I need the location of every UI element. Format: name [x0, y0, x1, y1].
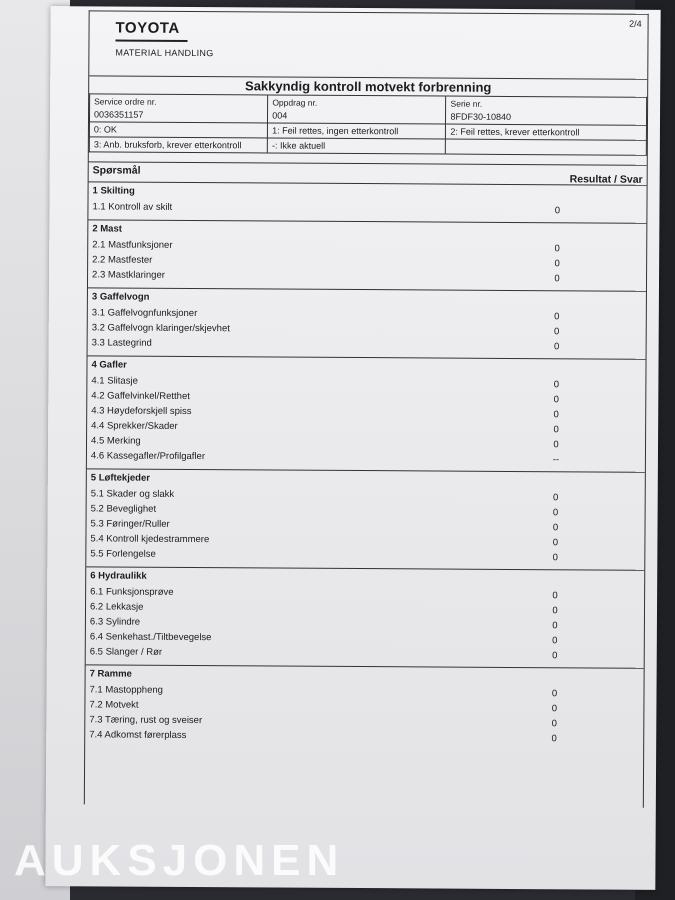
item-label: 3.1 Gaffelvognfunksjoner — [91, 307, 198, 320]
item-label: 5.3 Føringer/Ruller — [90, 518, 170, 530]
item-result: 0 — [554, 205, 561, 217]
assignment-cell — [268, 95, 446, 124]
item-label: 2.3 Mastklaringer — [92, 269, 165, 281]
service-order-label: Service ordre nr. — [94, 96, 157, 107]
item-result: 0 — [552, 537, 559, 549]
assignment-label: Oppdrag nr. — [272, 97, 318, 108]
section-mast — [88, 219, 646, 290]
item-result: 0 — [554, 311, 560, 323]
serial-value: 8FDF30-10840 — [450, 111, 512, 122]
section-fork-carriage — [88, 287, 646, 358]
item-result: 0 — [552, 635, 558, 647]
form-frame — [84, 10, 649, 807]
item-result: 0 — [551, 733, 557, 745]
legend-ok: 0: OK — [89, 122, 267, 138]
item-result: 0 — [552, 650, 558, 662]
item-label: 5.1 Skader og slakk — [90, 488, 175, 500]
legend-usage-restriction: 3: Anb. bruksforb, krever etterkontroll — [89, 137, 267, 153]
item-label: 4.4 Sprekker/Skader — [91, 420, 178, 432]
legend-fix-recheck: 2: Feil rettes, krever etterkontroll — [446, 124, 647, 140]
brand-logo: TOYOTA — [115, 19, 180, 37]
item-result: 0 — [553, 492, 559, 504]
serial-cell — [446, 96, 647, 125]
item-result: 0 — [551, 718, 557, 730]
section-lift-chains — [86, 468, 645, 569]
legend-not-applicable: -: Ikke aktuell — [268, 138, 446, 154]
item-label: 4.1 Slitasje — [91, 375, 138, 387]
item-label: 6.3 Sylindre — [89, 616, 141, 628]
section-hydraulics — [86, 566, 645, 667]
checklist-row — [90, 547, 640, 565]
checklist-sections — [85, 181, 646, 750]
section-title: 5 Løftekjeder — [90, 472, 150, 484]
item-label: 5.2 Beveglighet — [90, 503, 157, 515]
section-signage — [88, 181, 646, 222]
section-title: 1 Skilting — [92, 185, 135, 197]
checklist-row — [92, 336, 642, 354]
item-label: 7.3 Tæring, rust og sveiser — [89, 714, 203, 727]
item-label: 2.1 Mastfunksjoner — [92, 239, 173, 251]
item-result: 0 — [553, 379, 560, 391]
section-title: 3 Gaffelvogn — [91, 291, 150, 303]
item-label: 6.5 Slanger / Rør — [89, 646, 163, 658]
item-result: 0 — [552, 620, 558, 632]
item-result: 0 — [552, 507, 559, 519]
checklist-row — [92, 268, 642, 286]
section-forks — [87, 355, 646, 471]
item-result: 0 — [553, 409, 559, 421]
assignment-value: 004 — [272, 110, 288, 121]
item-result: -- — [552, 454, 560, 466]
section-title: 2 Mast — [92, 223, 122, 235]
item-label: 2.2 Mastfester — [92, 254, 153, 266]
checklist-row — [91, 449, 641, 467]
legend-fix-no-recheck: 1: Feil rettes, ingen etterkontroll — [268, 123, 446, 139]
document-page — [45, 6, 660, 890]
legend-empty-cell — [446, 139, 647, 155]
item-label: 4.3 Høydeforskjell spiss — [91, 405, 192, 418]
item-label: 7.2 Motvekt — [89, 699, 139, 711]
item-result: 0 — [554, 273, 560, 285]
item-label: 5.4 Kontroll kjedestrammere — [90, 533, 210, 546]
section-title: 4 Gafler — [91, 359, 127, 371]
item-result: 0 — [551, 688, 558, 700]
document-title: Sakkyndig kontroll motvekt forbrenning — [89, 75, 647, 96]
item-result: 0 — [554, 326, 560, 338]
section-title: 6 Hydraulikk — [90, 570, 147, 582]
checklist-row — [89, 728, 639, 746]
item-result: 0 — [554, 243, 560, 255]
serial-label: Serie nr. — [450, 98, 483, 109]
item-result: 0 — [553, 424, 559, 436]
questions-header-label: Spørsmål — [92, 164, 141, 177]
item-label: 6.4 Senkehast./Tiltbevegelse — [89, 631, 212, 644]
item-label: 4.2 Gaffelvinkel/Retthet — [91, 390, 190, 403]
item-result: 0 — [551, 703, 558, 715]
item-result: 0 — [552, 590, 558, 602]
item-result: 0 — [553, 394, 559, 406]
item-result: 0 — [552, 605, 558, 617]
item-label: 4.5 Merking — [91, 435, 141, 447]
service-order-value: 0036351157 — [94, 109, 144, 120]
service-order-cell — [89, 94, 267, 123]
page-number: 2/4 — [629, 18, 642, 29]
item-label: 4.6 Kassegafler/Profilgafler — [90, 450, 206, 463]
item-label: 7.4 Adkomst førerplass — [89, 729, 187, 741]
item-result: 0 — [552, 552, 559, 564]
section-frame — [85, 664, 643, 750]
brand-block — [115, 20, 213, 59]
item-label: 6.1 Funksjonsprøve — [90, 586, 174, 598]
brand-underline — [115, 40, 187, 42]
result-header-label: Resultat / Svar — [569, 173, 643, 186]
brand-subtitle: MATERIAL HANDLING — [115, 47, 214, 59]
watermark-logo: AUKSJONEN — [14, 836, 345, 885]
item-result: 0 — [553, 341, 560, 353]
checklist-row — [92, 200, 642, 218]
item-label: 1.1 Kontroll av skilt — [92, 201, 173, 213]
item-label: 6.2 Lekkasje — [89, 601, 144, 613]
section-title: 7 Ramme — [89, 668, 132, 680]
item-label: 7.1 Mastoppheng — [89, 684, 163, 696]
item-result: 0 — [552, 522, 559, 534]
order-info-table — [89, 93, 647, 155]
checklist-row — [90, 645, 640, 663]
item-label: 3.3 Lastegrind — [91, 337, 152, 349]
item-label: 5.5 Forlengelse — [90, 548, 156, 560]
item-result: 0 — [553, 439, 559, 451]
item-label: 3.2 Gaffelvogn klaringer/skjevhet — [91, 322, 230, 335]
item-result: 0 — [554, 258, 560, 270]
